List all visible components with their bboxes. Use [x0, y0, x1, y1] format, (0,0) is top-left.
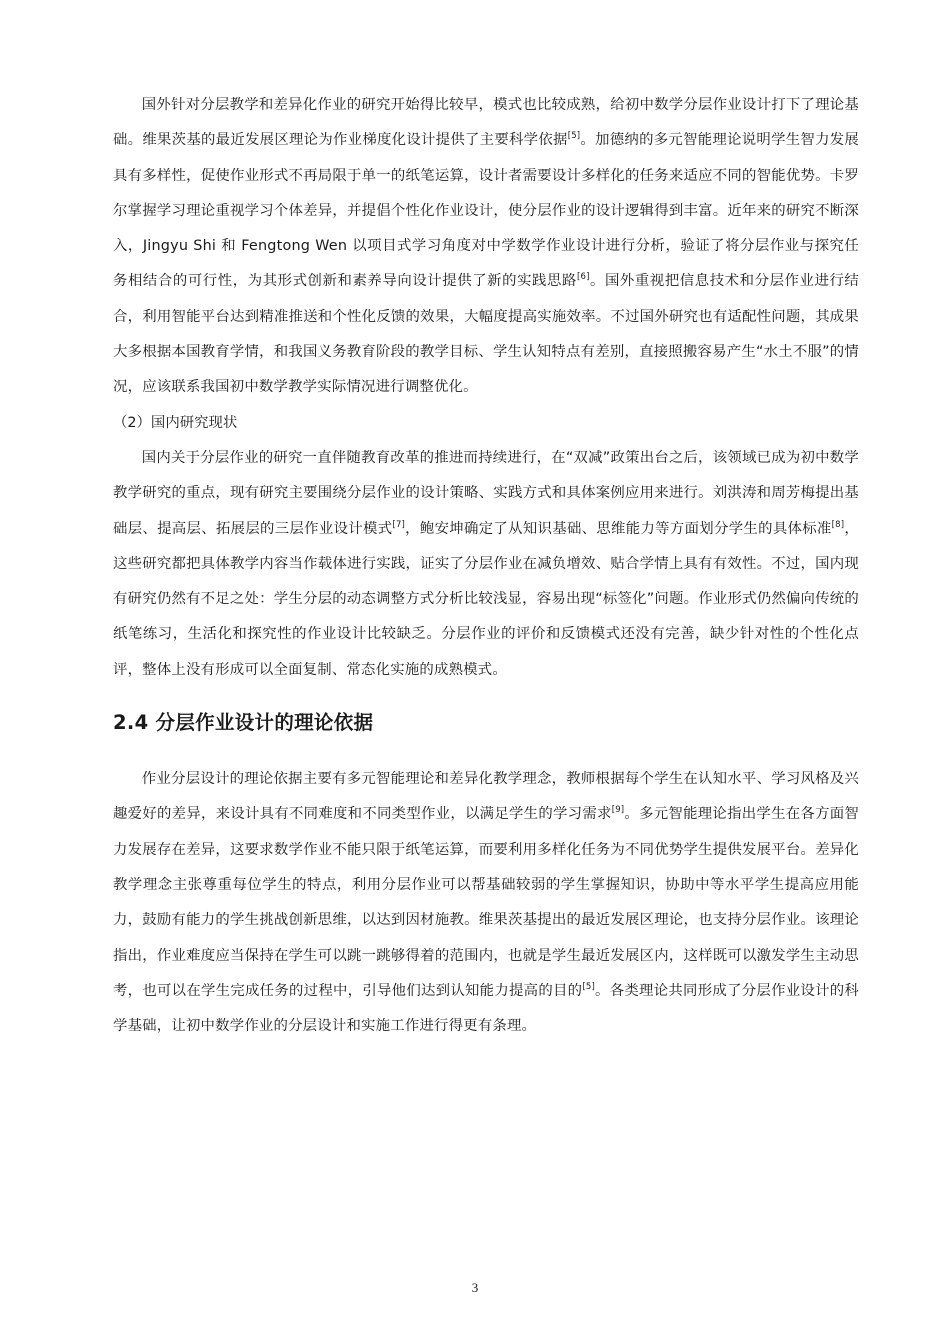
subsection-heading: （2）国内研究现状 — [113, 414, 238, 431]
section-heading: 2.4 分层作业设计的理论依据 — [113, 711, 374, 735]
citation-ref: [9] — [611, 805, 625, 816]
text-run: 。各类理论共同形成了分层作业设计的科学基础，让初中数学作业的分层设计和实施工作进行得更有条理。 — [113, 982, 859, 1035]
text-run: ，鲍安坤确定了从知识基础、思维能力等方面划分学生的具体标准 — [405, 520, 832, 537]
paragraph-domestic-research — [113, 441, 859, 688]
citation-ref: [8] — [831, 519, 845, 530]
text-run: ，这些研究都把具体教学内容当作载体进行实践，证实了分层作业在减负增效、贴合学情上具有有效性。不过，国内现有研究仍然有不足之处：学生分层的动态调整方式分析比较浅显，容易出现“标签化”问题。作业形式仍然偏向传统的纸笔练习，生活化和探究性的作业设计比较缺乏。分层作业的评价和反馈模式还没有完善，缺少针对性的个性化点评，整体上没有形成可以全面复制、常态化实施的成熟模式。 — [113, 520, 860, 678]
text-run: 。国外重视把信息技术和分层作业进行结合，利用智能平台达到精准推送和个性化反馈的效果，大幅度提高实施效率。不过国外研究也有适配性问题，其成果大多根据本国教育学情，和我国义务教育阶段的教学目标、学生认知特点有差别，直接照搬容易产生“水土不服”的情况，应该联系我国初中数学教学实际情况进行调整优化。 — [113, 273, 860, 396]
paragraph-theoretical-basis — [113, 762, 859, 1044]
text-run: 。多元智能理论指出学生在各方面智力发展存在差异，这要求数学作业不能只限于纸笔运算，而要利用多样化任务为不同优势学生提供发展平台。差异化教学理念主张尊重每位学生的特点，利用分层作业可以帮基础较弱的学生掌握知识，协助中等水平学生提高应用能力，鼓励有能力的学生挑战创新思维，以达到因材施教。维果茨基提出的最近发展区理论，也支持分层作业。该理论指出，作业难度应当保持在学生可以跳一跳够得着的范围内，也就是学生最近发展区内，这样既可以激发学生主动思考，也可以在学生完成任务的过程中，引导他们达到认知能力提高的目的 — [113, 806, 859, 999]
text-run: 国外针对分层教学和差异化作业的研究开始得比较早，模式也比较成熟，给初中数学分层作业设计打下了理论基础。维果茨基的最近发展区理论为作业梯度化设计提供了主要科学依据 — [113, 97, 859, 149]
text-run: 作业分层设计的理论依据主要有多元智能理论和差异化教学理念，教师根据每个学生在认知水平、学习风格及兴趣爱好的差异，来设计具有不同难度和不同类型作业，以满足学生的学习需求 — [113, 771, 859, 823]
citation-ref: [5] — [582, 982, 595, 993]
page-content — [113, 88, 859, 1044]
citation-ref: [7] — [392, 519, 406, 530]
citation-ref: [5] — [567, 131, 581, 142]
page-number: 3 — [471, 1280, 479, 1295]
citation-ref: [6] — [576, 272, 590, 283]
paragraph-foreign-research — [113, 88, 859, 406]
text-run: 国内关于分层作业的研究一直伴随教育改革的推进而持续进行，在“双减”政策出台之后，该领域已成为初中数学教学研究的重点，现有研究主要围绕分层作业的设计策略、实践方式和具体案例应用来进行。刘洪涛和周芳梅提出基础层、提高层、拓展层的三层作业设计模式 — [113, 449, 859, 537]
text-run: 。加德纳的多元智能理论说明学生智力发展具有多样性，促使作业形式不再局限于单一的纸笔运算，设计者需要设计多样化的任务来适应不同的智能优势。卡罗尔掌握学习理论重视学习个体差异，并提倡个性化作业设计，使分层作业的设计逻辑得到丰富。近年来的研究不断深入，Jingyu Shi 和 Fengtong Wen 以项目式学习角度对中学数学作业设计进行分析，验证了将分层作业与探究任务相结合的可行性，为其形式创新和素养导向设计提供了新的实践思路 — [113, 132, 860, 290]
